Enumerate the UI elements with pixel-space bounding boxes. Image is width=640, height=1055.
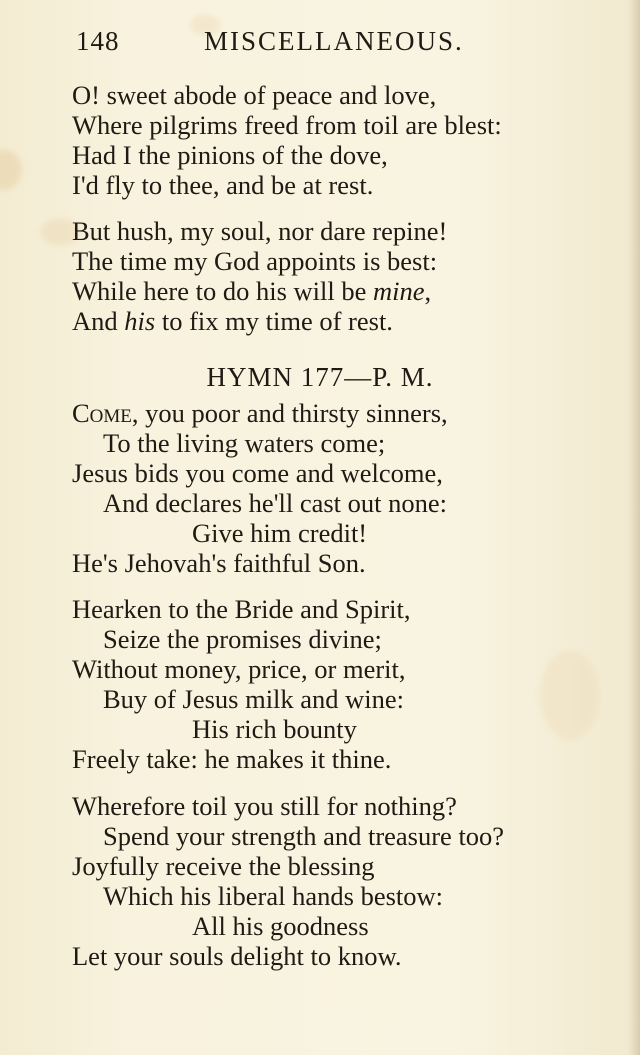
verse-line: Spend your strength and treasure too? [103,821,505,851]
verse-line: Which his liberal hands bestow: [103,881,444,911]
verse-line: I'd fly to thee, and be at rest. [72,170,374,200]
verse-line: Without money, price, or merit, [72,654,406,684]
line-text: , [424,276,432,306]
running-head: MISCELLANEOUS. [204,26,464,56]
verse-line: His rich bounty [192,714,357,744]
hymn-title: HYMN 177—P. M. [206,362,434,392]
stanza-2 [72,216,447,336]
page-edge-shadow [628,0,640,1055]
page-number: 148 [76,26,120,56]
verse-line: Wherefore toil you still for nothing? [72,791,457,821]
first-word: Come [72,398,132,428]
verse-line: And declares he'll cast out none: [103,488,448,518]
line-text: , you poor and thirsty sinners, [131,398,448,428]
verse-line: He's Jehovah's faithful Son. [72,548,366,578]
verse-line: Joyfully receive the blessing [72,851,375,881]
hymn-verse-1 [72,398,448,578]
verse-line: Buy of Jesus milk and wine: [103,684,405,714]
stanza-1 [72,80,502,200]
verse-line: Hearken to the Bride and Spirit, [72,594,411,624]
verse-line: But hush, my soul, nor dare repine! [72,216,448,246]
verse-line: Let your souls delight to know. [72,941,402,971]
italic-word: his [124,306,156,336]
verse-line: To the living waters come; [103,428,386,458]
verse-line: All his goodness [192,911,369,941]
verse-line: The time my God appoints is best: [72,246,438,276]
verse-line: Jesus bids you come and welcome, [72,458,443,488]
verse-line [72,276,447,306]
verse-line: Freely take: he makes it thine. [72,744,392,774]
line-text: While here to do his will be [72,276,373,306]
line-text: to fix my time of rest. [155,306,393,336]
verse-line: Where pilgrims freed from toil are blest: [72,110,502,140]
verse-line: Had I the pinions of the dove, [72,140,388,170]
verse-line [72,306,447,336]
verse-line: Seize the promises divine; [103,624,382,654]
page-header [76,26,506,60]
hymn-verse-3 [72,791,504,971]
verse-line: O! sweet abode of peace and love, [72,80,437,110]
paper-stain [540,650,600,740]
line-text: And [72,306,125,336]
verse-line: Give him credit! [192,518,368,548]
hymn-verse-2 [72,594,411,774]
paper-stain [0,150,22,190]
verse-line [72,398,448,428]
italic-word: mine [373,276,425,306]
